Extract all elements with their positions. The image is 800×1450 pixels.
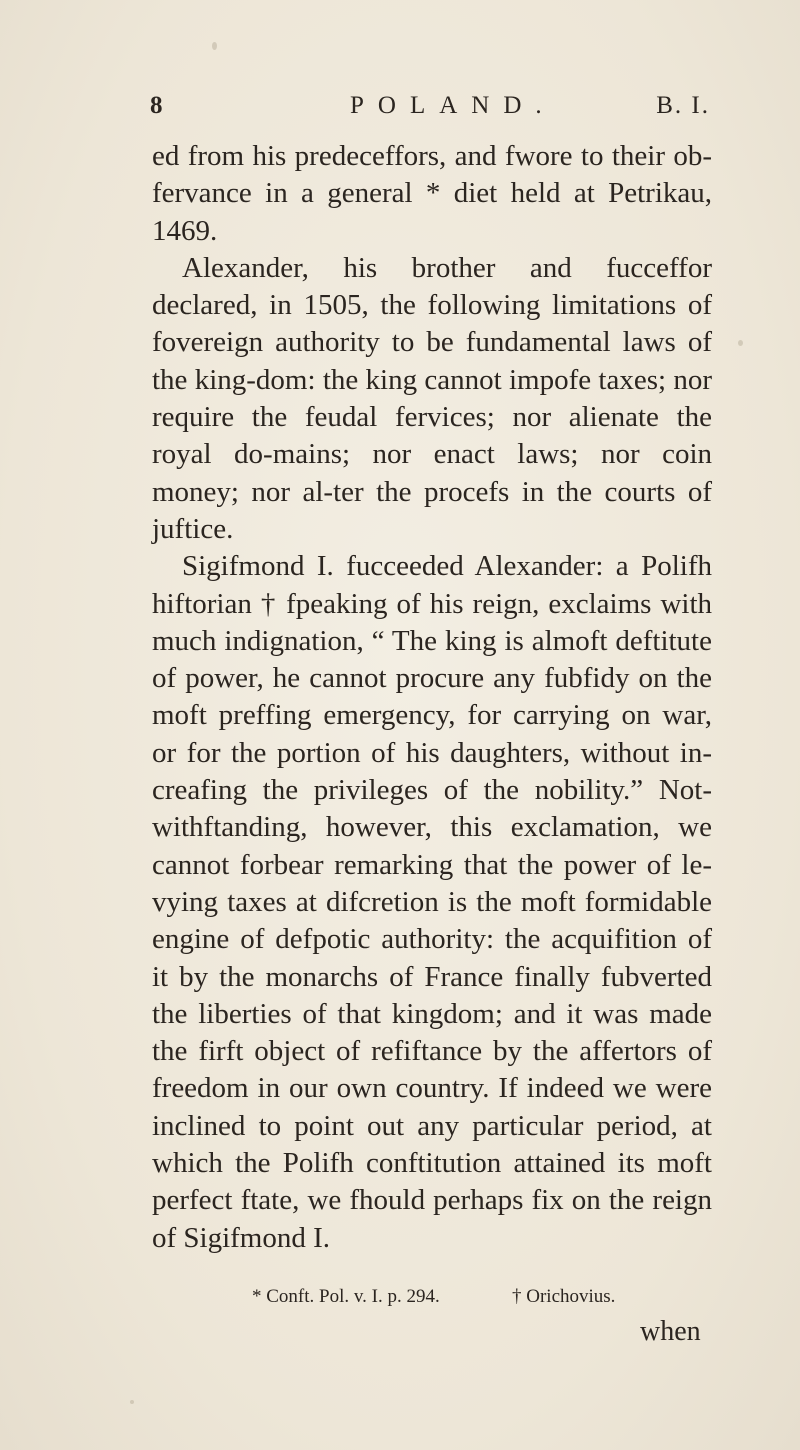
running-title: POLAND. [350,92,556,119]
footnote-orichovius: † Orichovius. [512,1286,616,1307]
running-head [150,90,710,130]
paper-speck [738,340,743,346]
body-text [152,138,712,1257]
paper-speck [130,1400,134,1404]
paper-speck [212,42,217,50]
book-number: B. I. [656,92,710,119]
catchword: when [640,1316,701,1347]
page-number: 8 [150,92,163,119]
paragraph-alexander: Alexander, his brother and fucceffor declared, in 1505, the following limitations of fovereign authority to be fundamental laws of the king-dom: the king cannot impofe taxes; nor require the feudal fervices; nor alienate the royal do-mains; nor enact laws; nor coin money; nor al-ter the procefs in the courts of juftice. [152,251,712,545]
paragraph-continuation: ed from his predeceffors, and fwore to their ob-fervance in a general * diet held at Petrikau, 1469. [152,140,712,247]
paragraph-sigismond: Sigifmond I. fucceeded Alexander: a Polifh hiftorian † fpeaking of his reign, exclaims with much indignation, “ The king is almoft deftitute of power, he cannot procure any fubfidy on the moft preffing emergency, for carrying on war, or for the portion of his daughters, without in-creafing the privileges of the nobility.” Not-withftanding, however, this exclamation, we cannot forbear remarking that the power of le-vying taxes at difcretion is the moft formidable engine of defpotic authority: the acquifition of it by the monarchs of France finally fubverted the liberties of that kingdom; and it was made the firft object of refiftance by the affertors of freedom in our own country. If indeed we were inclined to point out any particular period, at which the Polifh conftitution attained its moft perfect ftate, we fhould perhaps fix on the reign of Sigifmond I. [152,550,712,1254]
footnote-constitution: * Conft. Pol. v. I. p. 294. [252,1286,440,1307]
